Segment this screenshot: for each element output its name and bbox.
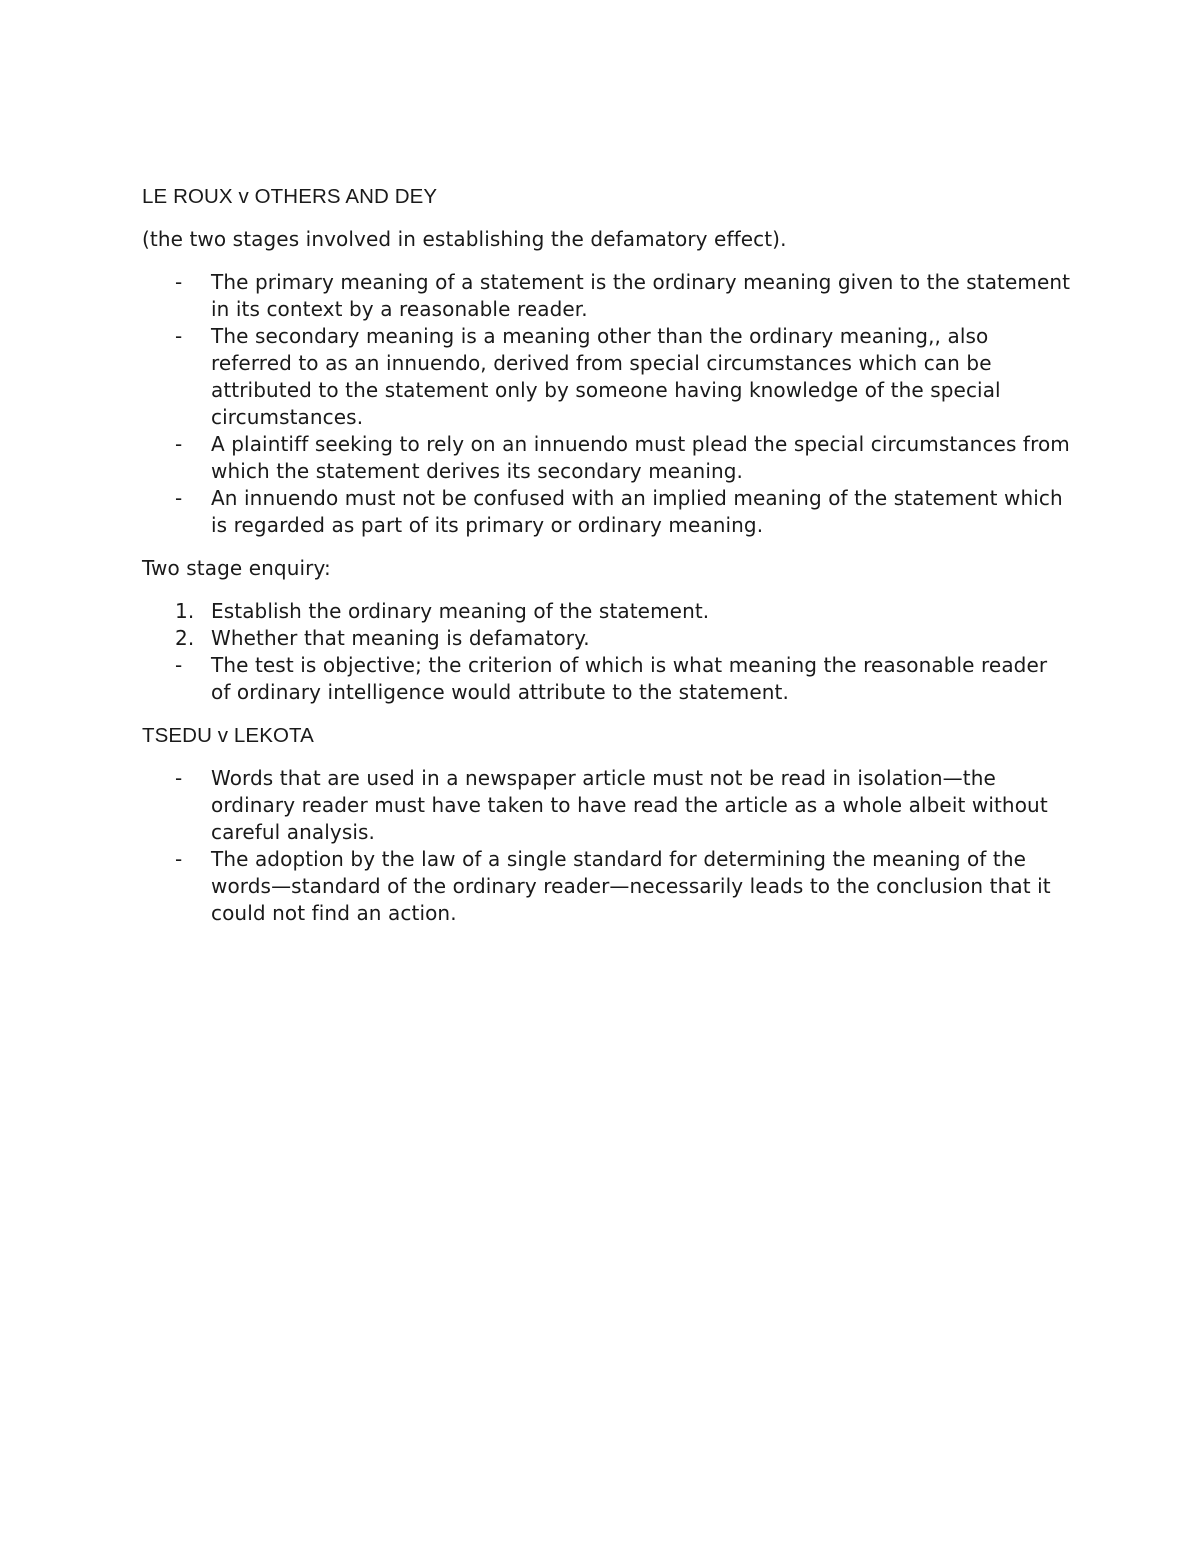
list-item [142, 652, 1072, 706]
list-item [142, 765, 1072, 846]
list-item-text: Words that are used in a newspaper article must not be read in isolation—the ordinary reader must have taken to have read the article as a whole albeit without careful analysis. [211, 766, 1048, 844]
intro-paragraph: (the two stages involved in establishing the defamatory effect). [142, 227, 787, 251]
number-marker: 1. [175, 599, 195, 623]
list-item [142, 625, 1072, 652]
two-stage-heading: Two stage enquiry: [142, 556, 331, 580]
bullet-marker: - [175, 847, 183, 871]
list-item-text: The primary meaning of a statement is the ordinary meaning given to the statement in its context by a reasonable reader. [211, 270, 1071, 321]
bullet-marker: - [175, 653, 183, 677]
case-heading-tsedu: TSEDU v LEKOTA [142, 724, 314, 747]
list-item [142, 846, 1072, 927]
case-heading-le-roux: LE ROUX v OTHERS AND DEY [142, 185, 438, 208]
number-marker: 2. [175, 626, 195, 650]
list-item-text: A plaintiff seeking to rely on an innuendo must plead the special circumstances from which the statement derives its secondary meaning. [211, 432, 1070, 483]
list-item [142, 431, 1072, 485]
list-item-text: Establish the ordinary meaning of the statement. [211, 599, 710, 623]
list-item-text: The secondary meaning is a meaning other than the ordinary meaning,, also referred to as an innuendo, derived from special circumstances which can be attributed to the statement only by someone having knowledge of the special circumstances. [211, 324, 1001, 429]
bullet-marker: - [175, 270, 183, 294]
bullet-marker: - [175, 324, 183, 348]
list-item [142, 598, 1072, 625]
list-item-text: The adoption by the law of a single standard for determining the meaning of the words—standard of the ordinary reader—necessarily leads to the conclusion that it could not find an action. [211, 847, 1051, 925]
two-stage-list [142, 598, 1072, 706]
list-item [142, 323, 1072, 431]
document-content [142, 183, 1072, 943]
list-item [142, 269, 1072, 323]
bullet-marker: - [175, 766, 183, 790]
bullet-marker: - [175, 432, 183, 456]
le-roux-bullet-list [142, 269, 1072, 539]
list-item-text: An innuendo must not be confused with an implied meaning of the statement which is regarded as part of its primary or ordinary meaning. [211, 486, 1063, 537]
bullet-marker: - [175, 486, 183, 510]
list-item-text: The test is objective; the criterion of which is what meaning the reasonable reader of ordinary intelligence would attribute to the statement. [211, 653, 1048, 704]
tsedu-bullet-list [142, 765, 1072, 927]
list-item [142, 485, 1072, 539]
list-item-text: Whether that meaning is defamatory. [211, 626, 590, 650]
